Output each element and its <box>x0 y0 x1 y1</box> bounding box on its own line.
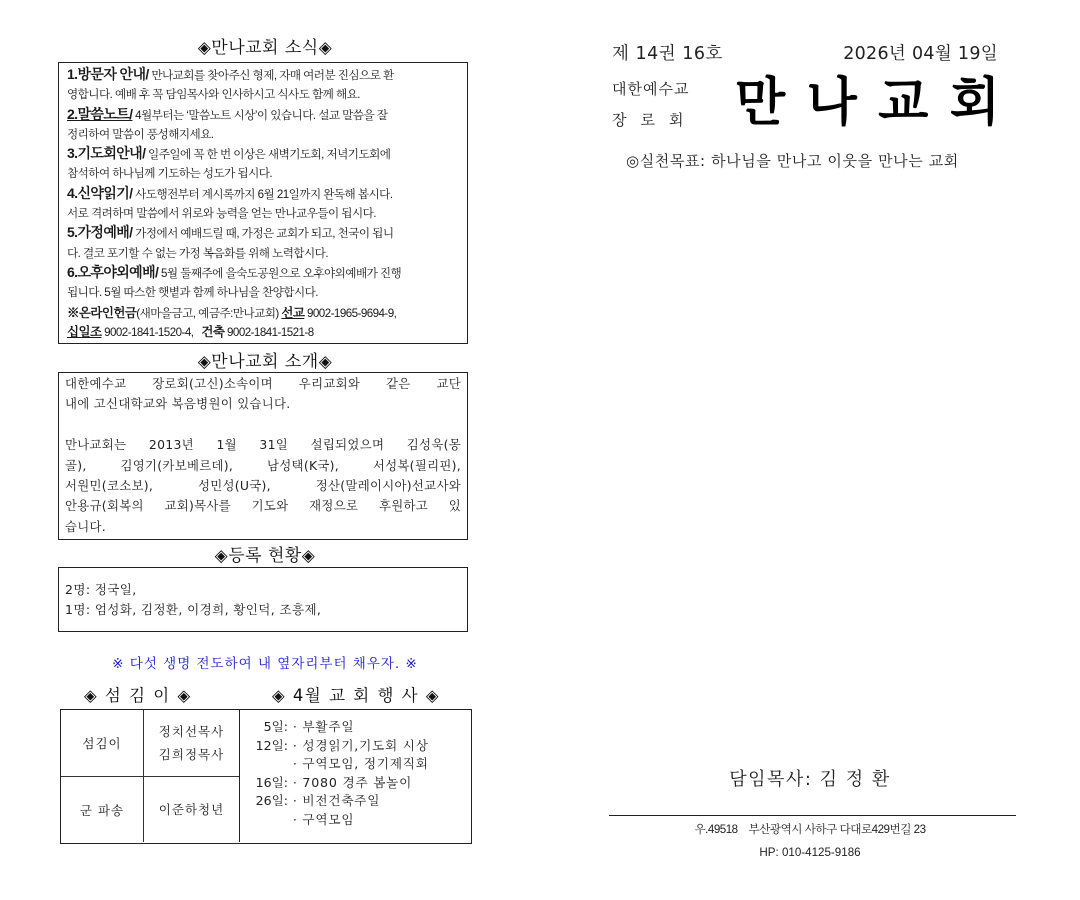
news-item-label: 4.신약읽기/ <box>67 184 133 201</box>
event-item <box>246 774 470 793</box>
server-name: 김희정목사 <box>158 747 225 762</box>
event-item <box>246 755 470 774</box>
servers-events-table <box>60 709 472 844</box>
intro-box <box>58 372 468 540</box>
event-day: 26일: <box>255 793 288 809</box>
intro-line: 골), 김영기(카보베르데), 남성택(K국), 서성복(필리핀), <box>65 457 461 473</box>
news-item-6: 6.오후야외예배/ 5월 둘째주에 을숙도공원으로 오후야외예배가 진행 <box>67 263 402 280</box>
registration-line: 2명: 정국일, <box>65 582 137 597</box>
event-item <box>246 811 470 830</box>
news-item-2-cont: 정리하여 말씀이 풍성해지세요. <box>67 127 214 141</box>
registration-line: 1명: 엄성화, 김정환, 이경희, 황인덕, 조흥제, <box>65 602 322 617</box>
event-day: 16일: <box>255 774 288 790</box>
denomination-line-1: 대한예수교 <box>612 80 690 98</box>
church-name-char: 나 <box>806 73 857 133</box>
intro-line: 서원민(코소보), 성민성(U국), 정산(말레이시아)선교사와 <box>65 478 461 494</box>
event-item <box>246 792 470 811</box>
news-item-label: 3.기도회안내/ <box>67 145 146 162</box>
church-address: 우.49518 부산광역시 사하구 다대로429번길 23 <box>694 823 926 836</box>
news-item-label: 2.말씀노트/ <box>67 105 133 122</box>
church-name-char: 회 <box>949 73 1000 133</box>
intro-section-title: ◈만나교회 소개◈ <box>197 352 333 372</box>
intro-blank-line <box>65 415 461 435</box>
event-item <box>246 718 470 737</box>
church-phone: HP: 010-4125-9186 <box>759 846 861 859</box>
intro-line: 만나교회는 2013년 1월 31일 설립되었으며 김성욱(몽 <box>65 437 461 453</box>
event-text: · 부활주일 <box>292 719 355 734</box>
server-names <box>143 710 239 776</box>
news-box <box>58 62 468 344</box>
news-item-5-cont: 다. 결코 포기할 수 없는 가정 복음화를 위해 노력합시다. <box>67 246 329 260</box>
intro-line: 대한예수교 장로회(고신)소속이며 우리교회와 같은 교단 <box>65 376 461 391</box>
church-name-char: 만 <box>735 73 786 133</box>
event-item <box>246 737 470 756</box>
online-offering-line: ※온라인헌금(새마을금고, 예금주:만나교회) 선교 9002-1965-9694-9, <box>67 305 397 320</box>
event-text: · 구역모임 <box>292 811 355 827</box>
event-text: · 성경읽기,기도회 시상 <box>292 737 429 753</box>
event-day: 12일: <box>255 737 288 753</box>
registration-section-title: ◈등록 현황◈ <box>214 546 316 566</box>
registration-box <box>58 567 468 632</box>
news-item-1: 1.방문자 안내/ 만나교회를 찾아주신 형제, 자매 여러분 진심으로 환 <box>67 66 394 82</box>
event-text: · 비전건축주일 <box>292 793 381 809</box>
issue-date: 2026년 04월 19일 <box>843 44 998 64</box>
news-item-4: 4.신약읽기/ 사도행전부터 계시록까지 6월 21일까지 완독해 봅시다. <box>67 184 393 201</box>
intro-line: 습니다. <box>65 518 107 534</box>
server-name: 이준하청년 <box>158 802 225 817</box>
news-item-4-cont: 서로 격려하며 말씀에서 위로와 능력을 얻는 만나교우들이 됩시다. <box>67 207 376 221</box>
footer-divider <box>609 815 1016 816</box>
news-section-title: ◈만나교회 소식◈ <box>197 38 333 58</box>
news-item-label: 1.방문자 안내/ <box>67 66 149 82</box>
news-item-6-cont: 됩니다. 5월 따스한 햇볕과 함께 하나님을 찬양합시다. <box>67 286 318 300</box>
church-name-title <box>735 72 1000 134</box>
news-item-1-cont: 영합니다. 예배 후 꼭 담임목사와 인사하시고 식사도 함께 해요. <box>67 88 360 102</box>
news-item-3: 3.기도회안내/ 일주일에 꼭 한 번 이상은 새벽기도회, 저녁기도회에 <box>67 145 391 162</box>
event-text: · 구역모임, 정기제직회 <box>292 756 429 772</box>
server-role: 섬김이 <box>82 736 122 751</box>
news-item-5: 5.가정예배/ 가정에서 예배드릴 때, 가정은 교회가 되고, 천국이 됩니 <box>67 224 394 241</box>
church-name-char: 교 <box>878 73 929 133</box>
denomination-line-2: 장로회 <box>612 111 698 129</box>
server-names <box>143 776 239 842</box>
intro-line: 안용규(회복의 교회)목사를 기도와 재정으로 후원하고 있 <box>65 498 461 514</box>
volume-number: 제 14권 16호 <box>612 44 723 64</box>
server-role: 군 파송 <box>61 776 143 842</box>
event-text: · 7080 경주 봄놀이 <box>292 774 413 790</box>
servers-section-title: ◈ 섬 김 이 ◈ <box>84 686 192 705</box>
practice-goal: ◎실천목표: 하나님을 만나고 이웃을 만나는 교회 <box>626 152 959 170</box>
online-offering-accounts: 십일조 9002-1841-1520-4, 건축 9002-1841-1521-8 <box>67 324 314 339</box>
news-item-label: 6.오후야외예배/ <box>67 263 159 280</box>
evangelism-slogan: ※ 다섯 생명 전도하여 내 옆자리부터 채우자. ※ <box>112 656 418 672</box>
senior-pastor: 담임목사: 김 정 환 <box>729 769 891 790</box>
events-section-title: ◈ 4월 교 회 행 사 ◈ <box>272 686 441 705</box>
events-list <box>239 710 470 842</box>
event-day: 5일: <box>263 719 288 734</box>
news-item-3-cont: 참석하여 하나님께 기도하는 성도가 됩시다. <box>67 167 273 181</box>
intro-line: 내에 고신대학교와 복음병원이 있습니다. <box>65 396 291 412</box>
news-item-label: 5.가정예배/ <box>67 224 133 241</box>
server-name: 정치선목사 <box>158 724 225 739</box>
news-item-2: 2.말씀노트/ 4월부터는 ‘말씀노트 시상’이 있습니다. 설교 말씀을 잘 <box>67 105 388 122</box>
